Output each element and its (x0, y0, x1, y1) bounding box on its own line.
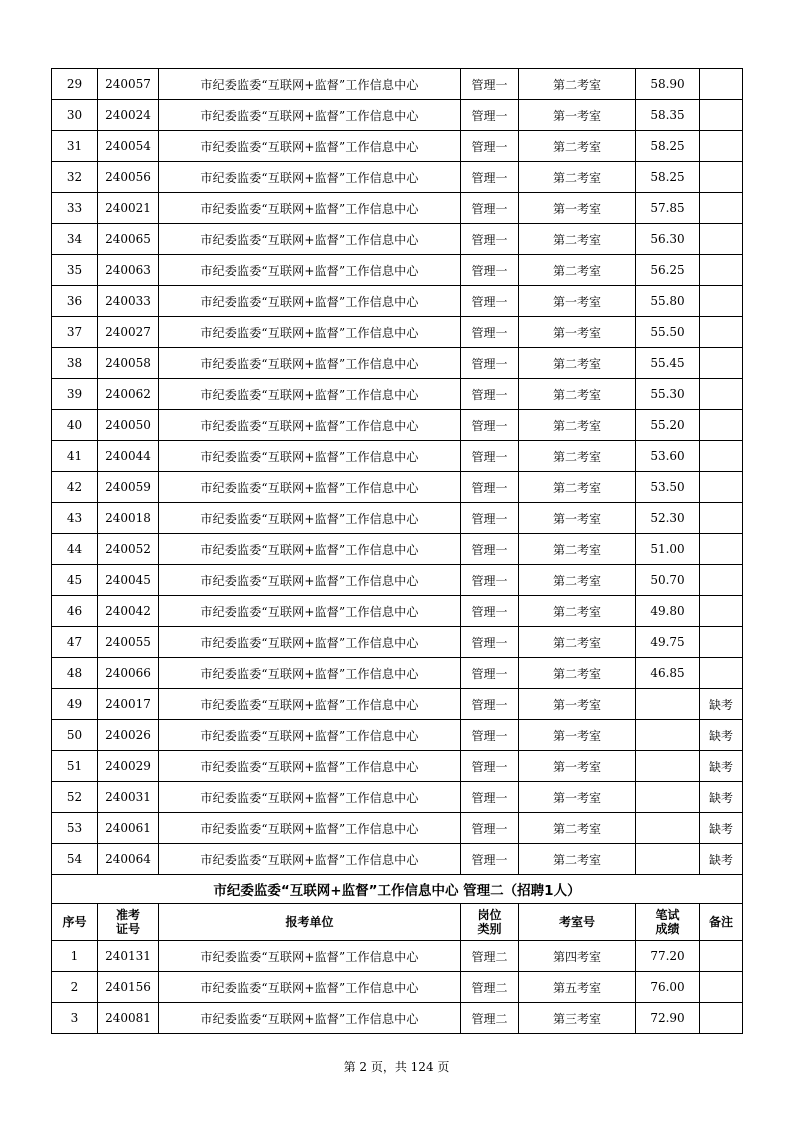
cell-unit: 市纪委监委“互联网+监督”工作信息中心 (159, 317, 461, 348)
cell-note (700, 100, 743, 131)
cell-exam-id: 240056 (98, 162, 159, 193)
table-row (52, 410, 743, 441)
table-row (52, 782, 743, 813)
cell-note (700, 1003, 743, 1034)
cell-exam-id: 240131 (98, 941, 159, 972)
cell-score: 76.00 (636, 972, 700, 1003)
cell-unit: 市纪委监委“互联网+监督”工作信息中心 (159, 162, 461, 193)
cell-note (700, 596, 743, 627)
cell-unit: 市纪委监委“互联网+监督”工作信息中心 (159, 658, 461, 689)
table-row (52, 379, 743, 410)
cell-score: 55.50 (636, 317, 700, 348)
cell-unit: 市纪委监委“互联网+监督”工作信息中心 (159, 286, 461, 317)
cell-exam-id: 240050 (98, 410, 159, 441)
cell-score: 77.20 (636, 941, 700, 972)
cell-score: 58.35 (636, 100, 700, 131)
cell-exam-id: 240062 (98, 379, 159, 410)
header-note: 备注 (700, 904, 743, 941)
cell-unit: 市纪委监委“互联网+监督”工作信息中心 (159, 596, 461, 627)
table-row (52, 689, 743, 720)
cell-no: 33 (52, 193, 98, 224)
cell-exam-id: 240064 (98, 844, 159, 875)
cell-room: 第二考室 (519, 534, 636, 565)
header-score-line2: 成绩 (655, 922, 680, 936)
cell-room: 第二考室 (519, 255, 636, 286)
cell-post: 管理一 (461, 534, 519, 565)
cell-no: 32 (52, 162, 98, 193)
table-row (52, 224, 743, 255)
cell-no: 49 (52, 689, 98, 720)
cell-room: 第一考室 (519, 751, 636, 782)
cell-no: 1 (52, 941, 98, 972)
cell-score: 55.30 (636, 379, 700, 410)
cell-no: 43 (52, 503, 98, 534)
cell-room: 第三考室 (519, 1003, 636, 1034)
cell-note: 缺考 (700, 844, 743, 875)
cell-no: 50 (52, 720, 98, 751)
cell-no: 29 (52, 69, 98, 100)
cell-exam-id: 240033 (98, 286, 159, 317)
cell-room: 第一考室 (519, 782, 636, 813)
cell-post: 管理一 (461, 69, 519, 100)
table-row (52, 1003, 743, 1034)
cell-note (700, 286, 743, 317)
cell-unit: 市纪委监委“互联网+监督”工作信息中心 (159, 1003, 461, 1034)
table-row (52, 100, 743, 131)
cell-unit: 市纪委监委“互联网+监督”工作信息中心 (159, 131, 461, 162)
cell-exam-id: 240081 (98, 1003, 159, 1034)
cell-unit: 市纪委监委“互联网+监督”工作信息中心 (159, 941, 461, 972)
cell-no: 52 (52, 782, 98, 813)
table-body-section1 (52, 69, 743, 875)
cell-unit: 市纪委监委“互联网+监督”工作信息中心 (159, 472, 461, 503)
cell-exam-id: 240052 (98, 534, 159, 565)
header-row (52, 904, 743, 941)
cell-note: 缺考 (700, 782, 743, 813)
cell-no: 35 (52, 255, 98, 286)
cell-no: 34 (52, 224, 98, 255)
cell-exam-id: 240031 (98, 782, 159, 813)
cell-no: 53 (52, 813, 98, 844)
cell-room: 第二考室 (519, 658, 636, 689)
cell-room: 第一考室 (519, 720, 636, 751)
cell-room: 第二考室 (519, 472, 636, 503)
cell-note (700, 565, 743, 596)
cell-note (700, 534, 743, 565)
cell-unit: 市纪委监委“互联网+监督”工作信息中心 (159, 100, 461, 131)
cell-no: 42 (52, 472, 98, 503)
cell-score: 56.30 (636, 224, 700, 255)
cell-note (700, 972, 743, 1003)
cell-note (700, 255, 743, 286)
table-row (52, 844, 743, 875)
cell-post: 管理一 (461, 472, 519, 503)
cell-unit: 市纪委监委“互联网+监督”工作信息中心 (159, 813, 461, 844)
cell-no: 51 (52, 751, 98, 782)
cell-post: 管理一 (461, 286, 519, 317)
cell-post: 管理一 (461, 255, 519, 286)
cell-note (700, 441, 743, 472)
cell-score: 72.90 (636, 1003, 700, 1034)
header-exam-id-line2: 证号 (115, 922, 140, 936)
cell-post: 管理一 (461, 100, 519, 131)
cell-score (636, 782, 700, 813)
cell-unit: 市纪委监委“互联网+监督”工作信息中心 (159, 503, 461, 534)
cell-unit: 市纪委监委“互联网+监督”工作信息中心 (159, 224, 461, 255)
cell-score: 58.90 (636, 69, 700, 100)
cell-score (636, 813, 700, 844)
cell-score: 46.85 (636, 658, 700, 689)
cell-room: 第二考室 (519, 379, 636, 410)
cell-note (700, 503, 743, 534)
cell-score (636, 844, 700, 875)
cell-exam-id: 240017 (98, 689, 159, 720)
cell-room: 第二考室 (519, 627, 636, 658)
cell-score: 57.85 (636, 193, 700, 224)
table-row (52, 286, 743, 317)
header-score-line1: 笔试 (655, 908, 680, 922)
cell-score: 58.25 (636, 162, 700, 193)
table-row (52, 348, 743, 379)
header-post (461, 904, 519, 941)
cell-score (636, 689, 700, 720)
cell-post: 管理一 (461, 131, 519, 162)
cell-unit: 市纪委监委“互联网+监督”工作信息中心 (159, 255, 461, 286)
score-table (51, 68, 743, 1034)
table-row (52, 751, 743, 782)
cell-score: 53.60 (636, 441, 700, 472)
cell-room: 第二考室 (519, 844, 636, 875)
cell-unit: 市纪委监委“互联网+监督”工作信息中心 (159, 972, 461, 1003)
cell-note: 缺考 (700, 689, 743, 720)
cell-unit: 市纪委监委“互联网+监督”工作信息中心 (159, 689, 461, 720)
cell-unit: 市纪委监委“互联网+监督”工作信息中心 (159, 193, 461, 224)
header-score (636, 904, 700, 941)
cell-no: 30 (52, 100, 98, 131)
cell-exam-id: 240057 (98, 69, 159, 100)
cell-exam-id: 240029 (98, 751, 159, 782)
cell-score: 52.30 (636, 503, 700, 534)
cell-post: 管理一 (461, 348, 519, 379)
cell-score: 55.45 (636, 348, 700, 379)
cell-room: 第二考室 (519, 162, 636, 193)
cell-exam-id: 240058 (98, 348, 159, 379)
cell-post: 管理一 (461, 379, 519, 410)
cell-score (636, 751, 700, 782)
cell-post: 管理一 (461, 782, 519, 813)
cell-score: 51.00 (636, 534, 700, 565)
cell-post: 管理一 (461, 503, 519, 534)
cell-exam-id: 240054 (98, 131, 159, 162)
cell-no: 48 (52, 658, 98, 689)
cell-room: 第一考室 (519, 286, 636, 317)
cell-room: 第二考室 (519, 565, 636, 596)
cell-exam-id: 240061 (98, 813, 159, 844)
cell-exam-id: 240024 (98, 100, 159, 131)
cell-note: 缺考 (700, 813, 743, 844)
cell-note (700, 627, 743, 658)
cell-score (636, 720, 700, 751)
cell-score: 55.80 (636, 286, 700, 317)
header-post-line2: 类别 (477, 922, 502, 936)
cell-unit: 市纪委监委“互联网+监督”工作信息中心 (159, 379, 461, 410)
cell-note (700, 69, 743, 100)
cell-room: 第五考室 (519, 972, 636, 1003)
cell-no: 41 (52, 441, 98, 472)
cell-unit: 市纪委监委“互联网+监督”工作信息中心 (159, 627, 461, 658)
cell-post: 管理一 (461, 410, 519, 441)
table-row (52, 503, 743, 534)
cell-unit: 市纪委监委“互联网+监督”工作信息中心 (159, 410, 461, 441)
cell-no: 2 (52, 972, 98, 1003)
header-unit: 报考单位 (159, 904, 461, 941)
cell-score: 50.70 (636, 565, 700, 596)
table-row (52, 658, 743, 689)
table-row (52, 941, 743, 972)
cell-room: 第二考室 (519, 441, 636, 472)
cell-exam-id: 240156 (98, 972, 159, 1003)
cell-unit: 市纪委监委“互联网+监督”工作信息中心 (159, 69, 461, 100)
cell-unit: 市纪委监委“互联网+监督”工作信息中心 (159, 565, 461, 596)
table-row (52, 193, 743, 224)
cell-post: 管理二 (461, 941, 519, 972)
cell-post: 管理一 (461, 689, 519, 720)
cell-post: 管理一 (461, 162, 519, 193)
cell-no: 36 (52, 286, 98, 317)
table-row (52, 162, 743, 193)
cell-room: 第二考室 (519, 69, 636, 100)
table-row (52, 255, 743, 286)
cell-note (700, 410, 743, 441)
table-row (52, 472, 743, 503)
cell-note (700, 131, 743, 162)
cell-room: 第二考室 (519, 131, 636, 162)
cell-score: 49.80 (636, 596, 700, 627)
cell-unit: 市纪委监委“互联网+监督”工作信息中心 (159, 720, 461, 751)
cell-room: 第二考室 (519, 348, 636, 379)
cell-exam-id: 240066 (98, 658, 159, 689)
header-exam-id-line1: 准考 (115, 908, 140, 922)
cell-room: 第一考室 (519, 317, 636, 348)
cell-no: 37 (52, 317, 98, 348)
cell-post: 管理一 (461, 224, 519, 255)
table-row (52, 69, 743, 100)
cell-no: 45 (52, 565, 98, 596)
cell-exam-id: 240027 (98, 317, 159, 348)
cell-post: 管理一 (461, 441, 519, 472)
cell-score: 53.50 (636, 472, 700, 503)
cell-room: 第四考室 (519, 941, 636, 972)
cell-post: 管理一 (461, 751, 519, 782)
cell-room: 第二考室 (519, 410, 636, 441)
cell-room: 第一考室 (519, 193, 636, 224)
cell-post: 管理一 (461, 596, 519, 627)
cell-score: 55.20 (636, 410, 700, 441)
cell-note (700, 317, 743, 348)
cell-note (700, 941, 743, 972)
cell-no: 31 (52, 131, 98, 162)
section-title-row (52, 875, 743, 904)
cell-exam-id: 240045 (98, 565, 159, 596)
cell-note (700, 379, 743, 410)
cell-unit: 市纪委监委“互联网+监督”工作信息中心 (159, 348, 461, 379)
cell-post: 管理一 (461, 627, 519, 658)
cell-post: 管理一 (461, 565, 519, 596)
cell-no: 39 (52, 379, 98, 410)
cell-post: 管理一 (461, 317, 519, 348)
cell-note (700, 162, 743, 193)
cell-note (700, 658, 743, 689)
header-no: 序号 (52, 904, 98, 941)
table-row (52, 813, 743, 844)
cell-no: 46 (52, 596, 98, 627)
cell-note: 缺考 (700, 751, 743, 782)
cell-exam-id: 240021 (98, 193, 159, 224)
cell-no: 3 (52, 1003, 98, 1034)
table-row (52, 972, 743, 1003)
cell-note (700, 472, 743, 503)
cell-room: 第二考室 (519, 224, 636, 255)
header-room: 考室号 (519, 904, 636, 941)
cell-no: 44 (52, 534, 98, 565)
cell-unit: 市纪委监委“互联网+监督”工作信息中心 (159, 441, 461, 472)
cell-exam-id: 240044 (98, 441, 159, 472)
table-row (52, 720, 743, 751)
cell-post: 管理二 (461, 1003, 519, 1034)
cell-room: 第一考室 (519, 689, 636, 720)
header-post-line1: 岗位 (477, 908, 502, 922)
table-body-section2 (52, 875, 743, 941)
cell-unit: 市纪委监委“互联网+监督”工作信息中心 (159, 844, 461, 875)
cell-exam-id: 240026 (98, 720, 159, 751)
cell-unit: 市纪委监委“互联网+监督”工作信息中心 (159, 751, 461, 782)
cell-no: 47 (52, 627, 98, 658)
section-title: 市纪委监委“互联网+监督”工作信息中心 管理二（招聘1人） (52, 875, 743, 904)
page-footer: 第 2 页，共 124 页 (343, 1060, 450, 1074)
table-row (52, 627, 743, 658)
cell-post: 管理一 (461, 720, 519, 751)
cell-exam-id: 240018 (98, 503, 159, 534)
cell-score: 49.75 (636, 627, 700, 658)
cell-post: 管理一 (461, 193, 519, 224)
cell-exam-id: 240059 (98, 472, 159, 503)
cell-exam-id: 240063 (98, 255, 159, 286)
cell-no: 54 (52, 844, 98, 875)
cell-post: 管理一 (461, 658, 519, 689)
table-row (52, 317, 743, 348)
header-exam-id (98, 904, 159, 941)
cell-unit: 市纪委监委“互联网+监督”工作信息中心 (159, 782, 461, 813)
cell-room: 第一考室 (519, 100, 636, 131)
cell-exam-id: 240065 (98, 224, 159, 255)
table-row (52, 534, 743, 565)
cell-post: 管理二 (461, 972, 519, 1003)
cell-room: 第二考室 (519, 813, 636, 844)
cell-score: 58.25 (636, 131, 700, 162)
cell-no: 40 (52, 410, 98, 441)
cell-post: 管理一 (461, 844, 519, 875)
table-row (52, 441, 743, 472)
cell-exam-id: 240055 (98, 627, 159, 658)
cell-note (700, 224, 743, 255)
cell-note (700, 348, 743, 379)
table-body-section2-rows (52, 941, 743, 1034)
cell-room: 第一考室 (519, 503, 636, 534)
table-row (52, 131, 743, 162)
cell-score: 56.25 (636, 255, 700, 286)
table-row (52, 596, 743, 627)
cell-unit: 市纪委监委“互联网+监督”工作信息中心 (159, 534, 461, 565)
cell-room: 第二考室 (519, 596, 636, 627)
table-row (52, 565, 743, 596)
cell-no: 38 (52, 348, 98, 379)
cell-note (700, 193, 743, 224)
cell-post: 管理一 (461, 813, 519, 844)
cell-exam-id: 240042 (98, 596, 159, 627)
cell-note: 缺考 (700, 720, 743, 751)
